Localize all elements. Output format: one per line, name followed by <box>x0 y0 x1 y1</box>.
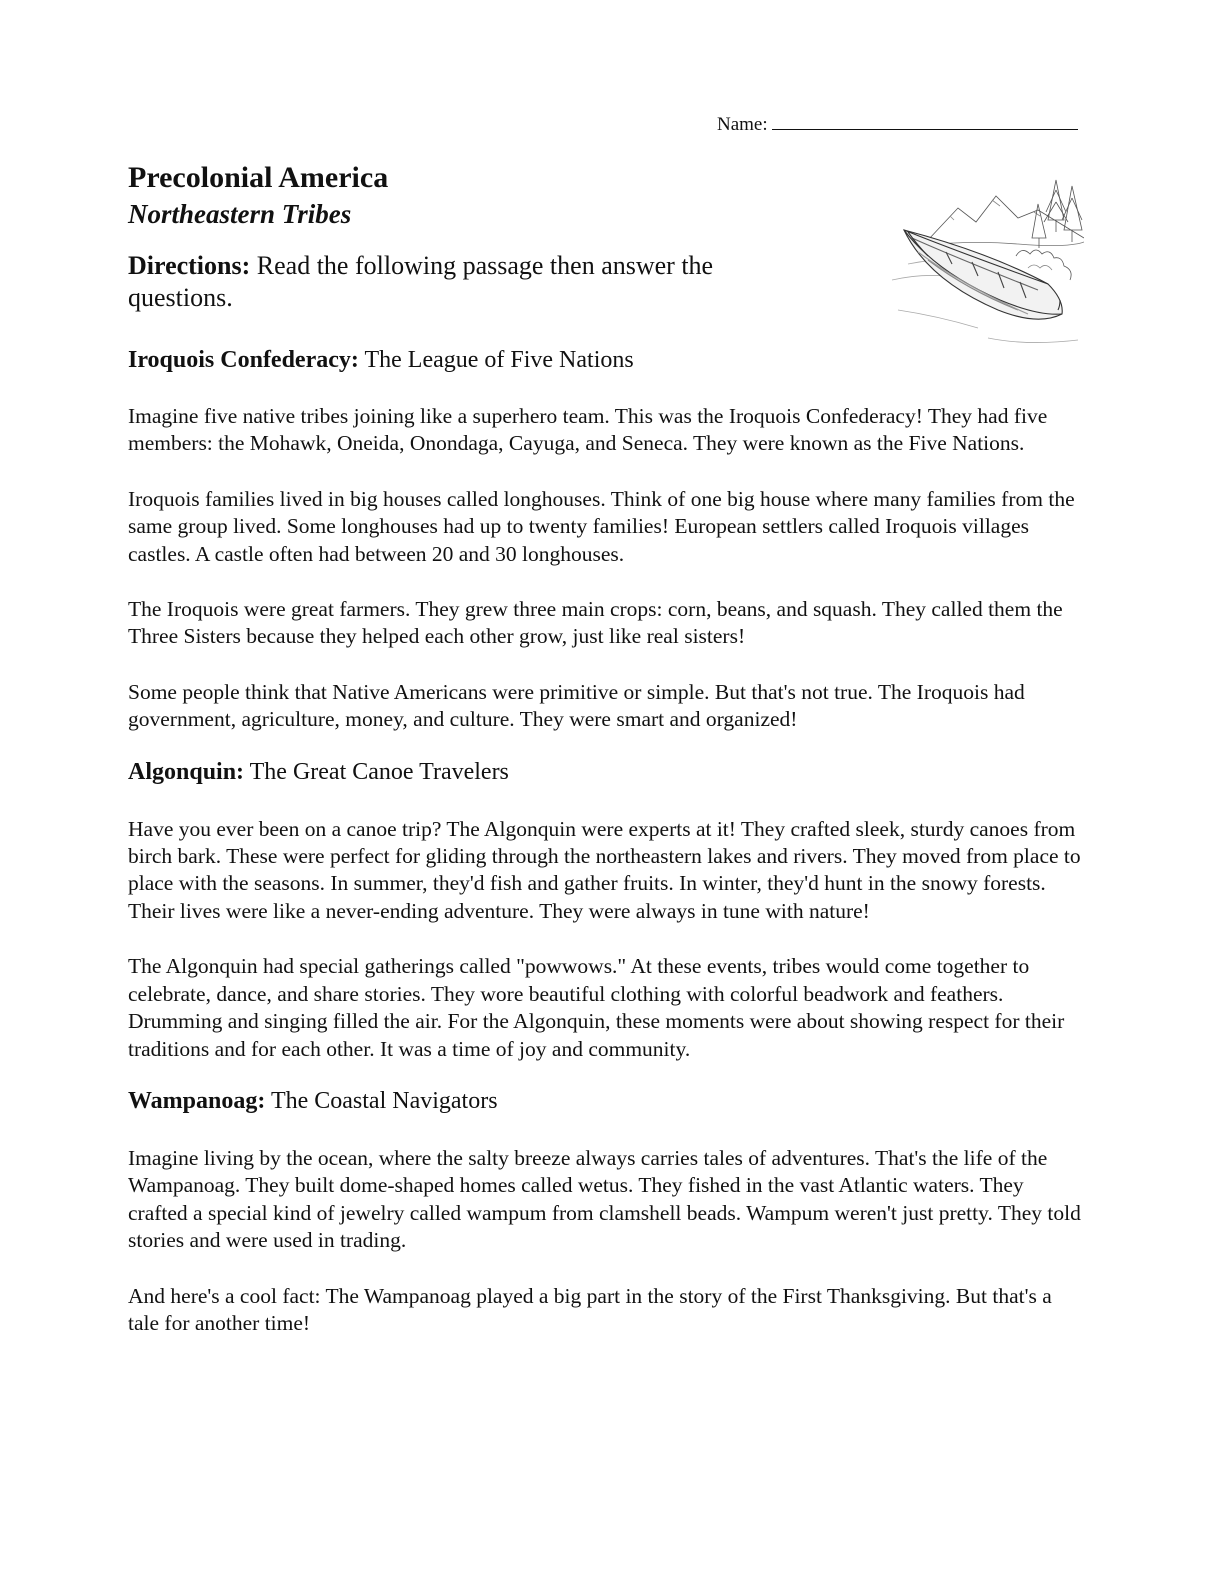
paragraph: Iroquois families lived in big houses called longhouses. Think of one big house where many families from the same group lived. Some longhouses had up to twenty families! European settlers called Iroquois villages castles. A castle often had between 20 and 30 longhouses. <box>128 486 1075 566</box>
directions-text: Read the following passage then answer the questions. <box>128 251 714 312</box>
section-heading-bold: Iroquois Confederacy: <box>128 347 359 373</box>
directions <box>128 250 788 314</box>
directions-label: Directions: <box>128 251 251 280</box>
paragraph: And here's a cool fact: The Wampanoag played a big part in the story of the First Thanksgiving. But that's a tale for another time! <box>128 1283 1052 1335</box>
paragraph: Imagine living by the ocean, where the salty breeze always carries tales of adventures. That's the life of the Wampanoag. They built dome-shaped homes called wetus. They fished in the vast Atlantic waters. They crafted a special kind of jewelry called wampum from clamshell beads. Wampum weren't just pretty. They told stories and were used in trading. <box>128 1145 1081 1253</box>
paragraph: The Iroquois were great farmers. They grew three main crops: corn, beans, and squash. They called them the Three Sisters because they helped each other grow, just like real sisters! <box>128 597 1063 649</box>
name-label: Name: <box>717 114 768 135</box>
paragraph: Imagine five native tribes joining like a superhero team. This was the Iroquois Confederacy! They had five members: the Mohawk, Oneida, Onondaga, Cayuga, and Seneca. They were known as the Five Nations. <box>128 404 1048 456</box>
paragraph: Some people think that Native Americans were primitive or simple. But that's not true. The Iroquois had government, agriculture, money, and culture. They were smart and organized! <box>128 679 1025 732</box>
name-field <box>717 114 1078 136</box>
paragraph: Have you ever been on a canoe trip? The Algonquin were experts at it! They crafted sleek, sturdy canoes from birch bark. These were perfect for gliding through the northeastern lakes and rivers. They moved from place to place with the seasons. In summer, they'd fish and gather fruits. In winter, they'd hunt in the snowy forests. Their lives were like a never-ending adventure. They were always in tune with nature! <box>128 816 1081 923</box>
section-heading-text: The Coastal Navigators <box>270 1087 498 1114</box>
section-heading-iroquois <box>128 344 1088 376</box>
section-heading-bold: Algonquin: <box>128 758 245 785</box>
page-subtitle: Northeastern Tribes <box>128 199 352 229</box>
paragraph: The Algonquin had special gatherings called "powwows." At these events, tribes would come together to celebrate, dance, and share stories. They wore beautiful clothing with colorful beadwork and feathers. Drumming and singing filled the air. For the Algonquin, these moments were about showing respect for their traditions and for each other. It was a time of joy and community. <box>128 954 1065 1061</box>
section-heading-wampanoag <box>128 1085 1088 1117</box>
section-heading-bold: Wampanoag: <box>128 1087 266 1114</box>
section-heading-text: The League of Five Nations <box>364 347 634 373</box>
page-title: Precolonial America <box>128 161 389 194</box>
section-heading-algonquin <box>128 756 1088 788</box>
section-heading-text: The Great Canoe Travelers <box>249 758 509 785</box>
name-blank-line <box>772 128 1078 130</box>
canoe-illustration <box>888 160 1084 360</box>
passage <box>128 344 1088 1337</box>
